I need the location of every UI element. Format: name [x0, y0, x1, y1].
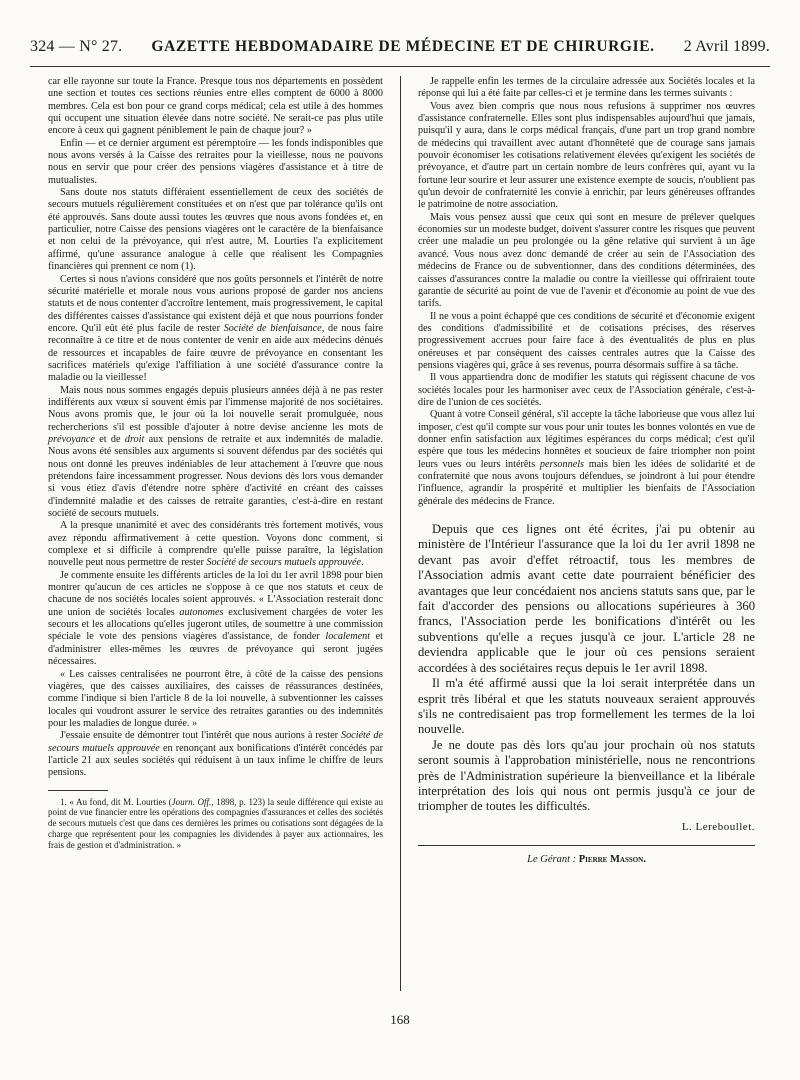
paragraph: Il m'a été affirmé aussi que la loi serait interprétée dans un esprit très libéral et que les statuts nouveaux seraient approuvés s'ils ne contredisaient pas trop formellement les termes de la loi nouvelle. — [418, 676, 755, 737]
header-date: 2 Avril 1899. — [683, 38, 770, 55]
gerant-line — [418, 854, 755, 866]
italic-run: Société de secours mutuels approuvée — [48, 730, 384, 754]
paragraph: Enfin — et ce dernier argument est péremptoire — les fonds indisponibles que nous avons versés à la Caisse des retraites pour la vieillesse, nous ne pouvons nous en servir que pour créer des pensions viagères d'assistance et à titre de mutualistes. — [48, 137, 383, 186]
text-run: et d'administrer elles-mêmes les œuvres de prévoyance qui seront jugées nécessaires. — [48, 631, 383, 668]
italic-run: localement — [325, 631, 371, 643]
paragraph: Vous avez bien compris que nous nous refusions à supprimer nos œuvres d'assistance confraternelle. Elles sont plus indispensables aujourd'hui que jamais, puisqu'il y aura, dans le corps médical français, d'une part un trop grand nombre de médecins qui travaillent avec autant d'honnêteté que de courage sans jamais pouvoir économiser les cotisations relativement élevées qu'exigent les sociétés de prévoyance, et d'autre part un certain nombre de leurs confrères qui, ayant vu la fortune leur sourire et leur assurer une existence exempte de soucis, n'oublient pas qu'un devoir de confraternité les convie à enrichir, par leurs généreuses offrandes le patrimoine de notre association. — [418, 100, 755, 211]
italic-run: Société de secours mutuels approuvée — [206, 557, 362, 569]
paragraph: Il ne vous a point échappé que ces conditions de sécurité et d'économie exigent des conditions d'admissibilité et de cotisations précises, des réserves progressivement accrues pour faire face à des éventualités de plus en plus onéreuses et par conséquent des caisses centrales autres que la Caisse des pensions viagères qui, grâce à ses revenus, pourra désormais suffire à sa tâche. — [418, 310, 755, 371]
text-run: , de nous faire reconnaître à ce titre et de nous contenter de venir en aide aux médecins dénués de ressources et incapables de faire œuvre de prévoyance en consentant les sacrifices matériels qu'exige l'affiliation à une société d'assurance contre la maladie ou la vieillesse! — [48, 322, 383, 384]
paragraph: Mais vous pensez aussi que ceux qui sont en mesure de prélever quelques économies sur un modeste budget, doivent s'assurer contre les risques que peuvent créer une maladie un peu prolongée ou la gêne relative qui survient à un âge avancé. Vous nous avez donc demandé de créer au sein de l'Association des médecins de France ou de subventionner, dans des conditions déterminées, des caisses d'assurances contre la maladie ou contre la vieillesse qui offriraient toute garantie de sécurité au point de vue de l'avenir et d'économie au point de vue des tarifs. — [418, 211, 755, 310]
paragraph: Sans doute nos statuts différaient essentiellement de ceux des sociétés de secours mutuels régulièrement constituées et on n'est que par tolérance qu'ils ont été approuvés. Sans doute aussi toutes les œuvres que nous avons fondées et, en particulier, notre Caisse des pensions viagères ont le caractère de la bienfaisance et non celui de la prévoyance, qui n'est autre, M. Lourties l'a explicitement affirmé, qu'une assurance analogue à celle que réalisent les Compagnies financières qui prennent ce nom (1). — [48, 187, 383, 273]
italic-run: autonomes — [179, 606, 224, 618]
text-run: A la presque unanimité et avec des considérants très fortement motivés, vous avez répondu affirmativement à cette question. Voyons donc comment, si complexe et si difficile à comprendre qu'elle puisse paraître, la législation nouvelle peut nous permettre de rester — [48, 520, 383, 569]
paragraph: Depuis que ces lignes ont été écrites, j'ai pu obtenir au ministère de l'Intérieur l'assurance que la loi du 1er avril 1898 ne devant pas avoir d'effet rétroactif, tous les membres de l'Association admis avant cette date pourraient bénéficier des avantages que leur concédaient nos anciens statuts sans que, par le fait d'accorder des pensions ou allocations supérieures à 360 francs, l'Association perde les bonifications d'intérêt ou les subventions qu'elle a reçues jusqu'à ce jour. L'article 28 ne deviendra applicable que le jour où ces pensions seraient accordées à des sociétaires reçus depuis le 1er avril 1898. — [418, 522, 755, 675]
text-run: en renonçant aux bonifications d'intérêt concédés par l'article 21 aux seules sociétés qui réduisent à un taux infime le chiffre de leurs pensions. — [48, 742, 383, 779]
postscript — [418, 522, 755, 815]
text-run: J'essaie ensuite de démontrer tout l'intérêt que nous aurions à rester — [60, 730, 341, 742]
paragraph: Je ne doute pas dès lors qu'au jour prochain où nos statuts seront soumis à l'approbation ministérielle, nous ne rencontrions près de l'Administration supérieure la bienveillance et la libérale interprétation des lois qui nous ont permis jusqu'à ce jour de triompher de toutes les difficultés. — [418, 737, 755, 814]
italic-run: Journ. Off. — [171, 796, 212, 807]
page-header — [30, 38, 770, 64]
italic-run: droit — [124, 433, 145, 445]
paragraph — [48, 730, 383, 779]
gerant-name: Pierre Masson. — [578, 854, 646, 866]
left-column — [48, 76, 383, 851]
text-run: et de — [94, 433, 125, 445]
page-number: 168 — [390, 1012, 410, 1027]
paragraph — [48, 385, 383, 521]
text-run: exclusivement chargées de voter les secours et les allocations qu'elles jugeront utiles, de soumettre à une commission spéciale le vote des pensions viagères d'assistance, de fonder — [48, 606, 383, 643]
gerant-label: Le Gérant : — [527, 854, 579, 866]
text-run: Certes si nous n'avions considéré que nos goûts personnels et l'intérêt de notre sécurité matérielle et morale nous vous aurions proposé de garder nos anciens statuts et de nous contenter d'accroître lentement, mais progressivement, le capital des différentes caisses d'assistance qui existent déjà et que nous pourrions fonder encore. Qu'il eût été plus facile de rester — [48, 273, 383, 334]
paragraph — [48, 570, 383, 669]
paragraph: car elle rayonne sur toute la France. Presque tous nos départements en possèdent une section et toutes ces sections réunies entre elles comptent de 6000 à 8000 membres. Cela est bon pour ce grand corps médical; cela est utile à des hommes qui occupent une situation élevée dans notre société. Ne serait-ce pas plus utile encore à ceux qui gagnent péniblement le pain de chaque jour? » — [48, 76, 383, 137]
text-run: aux pensions de retraite et aux indemnités de maladie. Nous avons été sensibles aux arguments si souvent défendus par des sociétés qui nous ont donné les preuves indéniables de leur attachement à l'œuvre que nous prétendons faire incessamment progresser. Nous devions dès lors vous demander si vous étiez d'avis d'étendre notre sphère d'activité en créant des caisses d'indemnité maladie et des caisses de retraite garanties, c'est-à-dire en restant société de secours mutuels. — [48, 433, 384, 520]
italic-run: personnels — [539, 458, 585, 470]
header-issue: 324 — N° 27. — [30, 38, 123, 55]
paragraph — [48, 520, 383, 569]
paragraph: Je rappelle enfin les termes de la circulaire adressée aux Sociétés locales et la réponse qui lui a été faite par celles-ci et je termine dans les termes suivants : — [418, 76, 755, 100]
gerant-rule — [418, 845, 755, 846]
text-run: Quant à votre Conseil général, s'il accepte la tâche laborieuse que vous allez lui imposer, c'est qu'il compte sur vous pour unir toutes les bonnes volontés en vue de donner enfin satisfaction aux légitimes espérances du corps médical; c'est qu'il espère que tous les médecins honnêtes et soucieux de faire triompher non point leurs vues ou leurs intérêts — [418, 409, 755, 470]
italic-run: prévoyance — [48, 433, 95, 445]
text-run: mais bien les idées de solidarité et de confraternité que nous avons toujours défendues, se joindront à lui pour étendre l'influence, agrandir la prospérité et multiplier les bienfaits de l'Association générale des médecins de France. — [418, 458, 756, 507]
text-run: , 1898, p. 123) la seule différence qui existe au point de vue financier entre les opérations des compagnies d'assurances et celles des sociétés de secours mutuels c'est que dans ces dernières les primes ou cotisations sont dégagées de la charge que représentent pour les compagnies les dividendes à payer aux actionnaires, les frais de gestion et d'administration. » — [48, 796, 384, 850]
paragraph: Il vous appartiendra donc de modifier les statuts qui régissent chacune de vos sociétés locales pour les harmoniser avec ceux de l'Association générale, c'est-à-dire de l'union de ces sociétés. — [418, 372, 755, 408]
right-column — [418, 76, 755, 866]
header-journal-title: GAZETTE HEBDOMADAIRE DE MÉDECINE ET DE CHIRURGIE. — [151, 38, 655, 55]
footnote-rule — [48, 790, 108, 791]
paragraph: « Les caisses centralisées ne pourront être, à côté de la caisse des pensions viagères, que des caisses auxiliaires, des caisses de réassurances destinées, comme l'indique si bien l'article 8 de la loi nouvelle, à subventionner les caisses locales qui voudront assurer le service des retraites garanties ou des indemnités pour les maladies de longue durée. » — [48, 668, 383, 729]
header-rule — [30, 66, 770, 67]
footnote — [48, 797, 383, 851]
signature: L. Lereboullet. — [681, 820, 755, 833]
paragraph — [418, 409, 755, 508]
paragraph — [48, 274, 383, 385]
text-run: Je commente ensuite les différents articles de la loi du 1er avril 1898 pour bien montrer qu'aucun de ces articles ne s'oppose à ce que nos statuts et ceux de chacune de nos sociétés locales soient approuvés. « L'Association resterait donc une union de sociétés locales — [48, 569, 383, 618]
text-run: 1. « Au fond, dit M. Lourties ( — [60, 796, 172, 807]
text-run: Mais nous nous sommes engagés depuis plusieurs années déjà à ne pas rester indifférents aux vœux si souvent émis par l'immense majorité de nos sociétaires. Nous avons promis que, le jour où la loi nouvelle serait promulguée, nous rechercherions s'il est possible d'ajouter à notre devise ancienne les mots de — [48, 384, 383, 433]
italic-run: Société de bienfaisance — [223, 322, 322, 334]
text-run: . — [361, 557, 364, 569]
column-divider — [400, 76, 401, 991]
footnote-text — [48, 797, 383, 851]
